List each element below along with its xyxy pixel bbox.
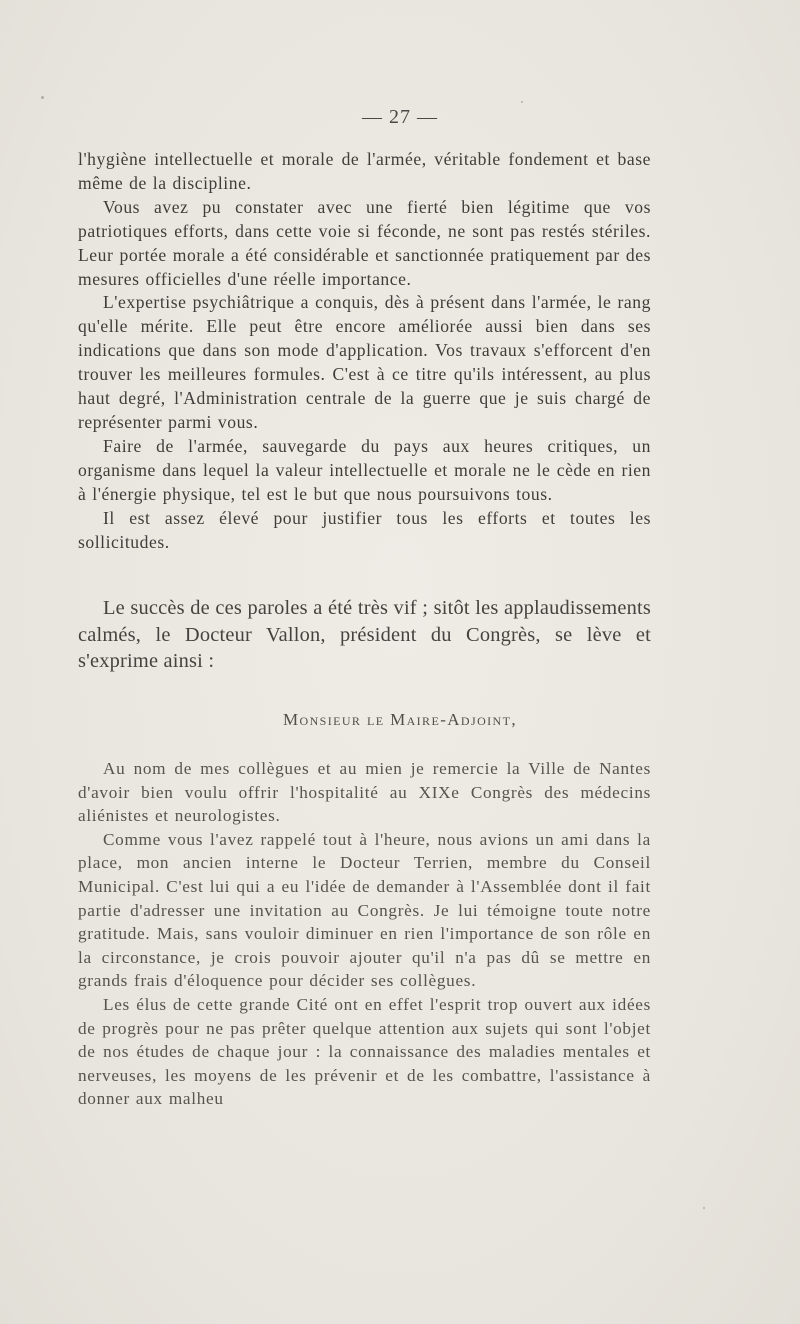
- paragraph: Le succès de ces paroles a été très vif ; sitôt les applaudissements calmés, le Docteur Vallon, président du Congrès, se lève et s'exprime ainsi :: [78, 597, 651, 672]
- speech-continuation: [78, 148, 651, 554]
- paragraph: Au nom de mes collègues et au mien je remercie la Ville de Nantes d'avoir bien voulu offrir l'hospitalité au XIXe Congrès des médecins aliénistes et neurologistes.: [78, 759, 651, 826]
- paragraph: Faire de l'armée, sauvegarde du pays aux heures critiques, un organisme dans lequel la valeur intellectuelle et morale ne le cède en rien à l'énergie physique, tel est le but que nous poursuivons tous.: [78, 435, 651, 504]
- paper-speck: [521, 101, 523, 103]
- paragraph: Comme vous l'avez rappelé tout à l'heure, nous avions un ami dans la place, mon ancien interne le Docteur Terrien, membre du Conseil Municipal. C'est lui qui a eu l'idée de demander à l'Assemblée dont il fait partie d'adresser une invitation au Congrès. Je lui témoigne toute notre gratitude. Mais, sans vouloir diminuer en rien l'importance de son rôle en la circonstance, je crois pouvoir ajouter qu'il n'a pas dû se mettre en grands frais d'éloquence pour décider ses collègues.: [78, 829, 651, 991]
- paragraph: Il est assez élevé pour justifier tous les efforts et toutes les sollicitudes.: [78, 507, 651, 552]
- paragraph: Vous avez pu constater avec une fierté bien légitime que vos patriotiques efforts, dans cette voie si féconde, ne sont pas restés stériles. Leur portée morale a été considérable et sanctionnée pratiquement par des mesures officielles d'une réelle importance.: [78, 196, 651, 289]
- page-number: — 27 —: [362, 106, 438, 128]
- paragraph: L'expertise psychiâtrique a conquis, dès à présent dans l'armée, le rang qu'elle mérite. Elle peut être encore améliorée aussi bien dans ses indications que dans son mode d'application. Vos travaux s'efforcent d'en trouver les meilleures formules. C'est à ce titre qu'ils intéressent, au plus haut degré, l'Administration centrale de la guerre que je suis chargé de représenter parmi vous.: [78, 292, 651, 432]
- paper-speck: [703, 1207, 705, 1209]
- paragraph: l'hygiène intellectuelle et morale de l'armée, véritable fondement et base même de la discipline.: [78, 149, 651, 193]
- paper-speck: [41, 96, 44, 99]
- paragraph: Les élus de cette grande Cité ont en effet l'esprit trop ouvert aux idées de progrès pour ne pas prêter quelque attention aux sujets qui sont l'objet de nos études de chaque jour : la connaissance des maladies mentales et nerveuses, les moyens de les prévenir et de les combattre, l'assistance à donner aux malheu: [78, 994, 651, 1109]
- speech-text: [78, 757, 651, 1111]
- narrative-block: [78, 595, 651, 675]
- address-heading: Monsieur le Maire-Adjoint,: [283, 710, 517, 729]
